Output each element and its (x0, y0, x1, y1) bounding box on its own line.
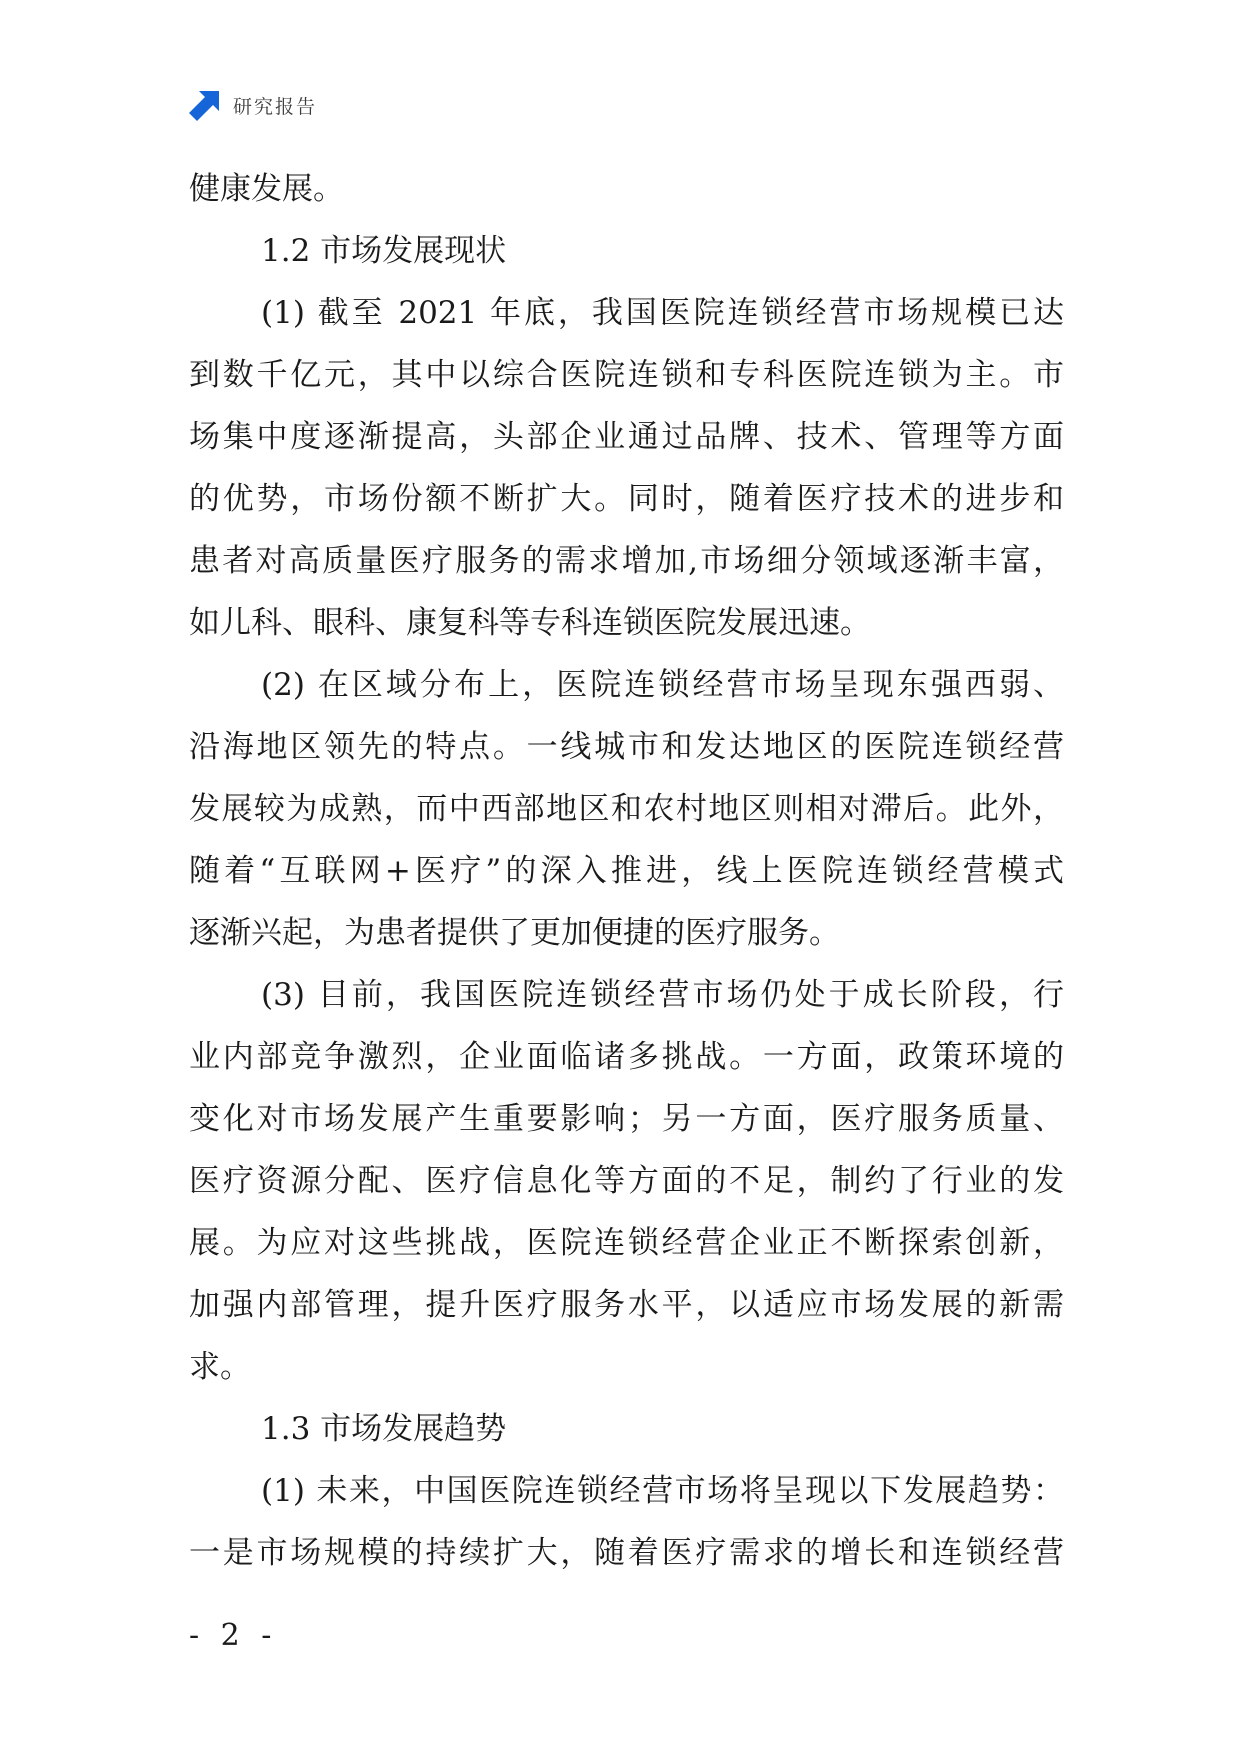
text-line: (1) 未来，中国医院连锁经营市场将呈现以下发展趋势： (261, 1473, 1064, 1509)
text-line: 业内部竞争激烈，企业面临诸多挑战。一方面，政策环境的 (189, 1039, 1064, 1075)
text-line: 逐渐兴起，为患者提供了更加便捷的医疗服务。 (189, 915, 840, 951)
body-text (189, 158, 1064, 1584)
report-header (189, 88, 317, 122)
section-heading: 1.3 市场发展趋势 (261, 1411, 507, 1447)
arrow-up-right-icon (189, 89, 221, 121)
text-line: 的优势，市场份额不断扩大。同时，随着医疗技术的进步和 (189, 481, 1064, 517)
text-line: 变化对市场发展产生重要影响；另一方面，医疗服务质量、 (189, 1101, 1064, 1137)
text-line: 一是市场规模的持续扩大，随着医疗需求的增长和连锁经营 (189, 1535, 1064, 1571)
text-line: 健康发展。 (189, 171, 344, 207)
text-line: 展。为应对这些挑战，医院连锁经营企业正不断探索创新， (189, 1225, 1064, 1261)
text-line: 沿海地区领先的特点。一线城市和发达地区的医院连锁经营 (189, 729, 1064, 765)
text-line: 加强内部管理，提升医疗服务水平，以适应市场发展的新需 (189, 1287, 1064, 1323)
text-line: (3) 目前，我国医院连锁经营市场仍处于成长阶段，行 (261, 977, 1064, 1013)
text-line: (1) 截至 2021 年底，我国医院连锁经营市场规模已达 (261, 295, 1064, 331)
text-line: 如儿科、眼科、康复科等专科连锁医院发展迅速。 (189, 605, 871, 641)
text-line: (2) 在区域分布上，医院连锁经营市场呈现东强西弱、 (261, 667, 1064, 703)
text-line: 随着“互联网+医疗”的深入推进，线上医院连锁经营模式 (189, 853, 1064, 889)
page-number: - 2 - (189, 1618, 278, 1653)
header-title: 研究报告 (233, 95, 318, 118)
text-line: 患者对高质量医疗服务的需求增加,市场细分领域逐渐丰富， (189, 543, 1064, 579)
section-heading: 1.2 市场发展现状 (261, 233, 507, 269)
text-line: 到数千亿元，其中以综合医院连锁和专科医院连锁为主。市 (189, 357, 1064, 393)
text-line: 场集中度逐渐提高，头部企业通过品牌、技术、管理等方面 (189, 419, 1064, 455)
text-line: 求。 (189, 1349, 251, 1385)
text-line: 发展较为成熟，而中西部地区和农村地区则相对滞后。此外， (189, 791, 1064, 827)
text-line: 医疗资源分配、医疗信息化等方面的不足，制约了行业的发 (189, 1163, 1064, 1199)
